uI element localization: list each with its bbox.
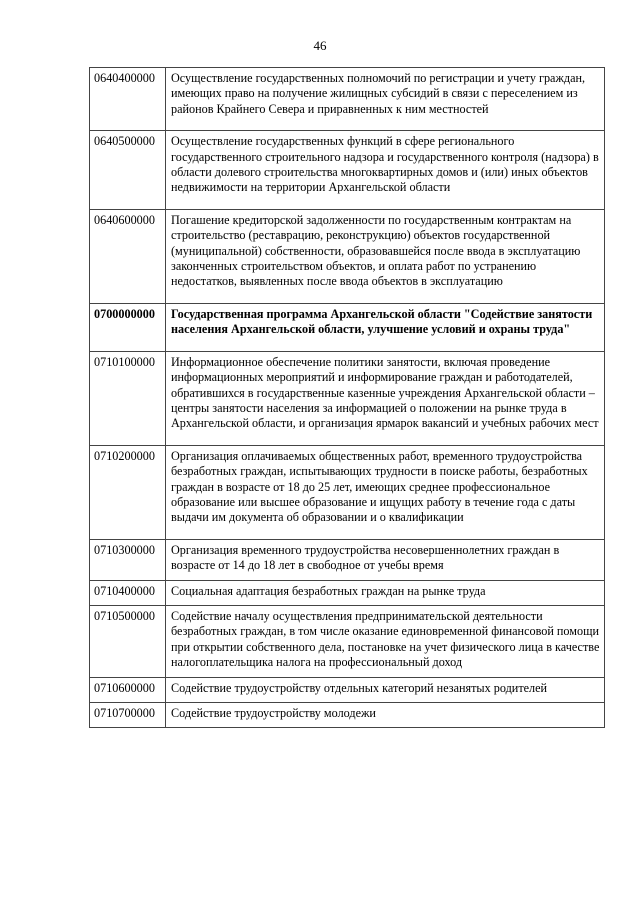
page-number: 46 [313,38,327,53]
row-description: Погашение кредиторской задолженности по государственным контрактам на строительство (реставрацию, реконструкцию) объектов государственной (муниципальной) собственности, образовавшейся после ввода в эксплуатацию законченных строительством объектов, и оплата работ по устранению недостатков, выявленных после ввода объектов в эксплуатацию [166,209,605,303]
row-code: 0640500000 [90,131,166,210]
budget-codes-table-body [90,68,605,728]
row-description: Осуществление государственных функций в сфере регионального государственного строительного надзора и государственного контроля (надзора) в области долевого строительства многоквартирных домов и (или) иных объектов недвижимости на территории Архангельской области [166,131,605,210]
row-description: Социальная адаптация безработных граждан на рынке труда [166,580,605,605]
row-code: 0710300000 [90,539,166,580]
table-row [90,131,605,210]
table-row [90,539,605,580]
row-description: Осуществление государственных полномочий по регистрации и учету граждан, имеющих право на получение жилищных субсидий в связи с переселением из районов Крайнего Севера и приравненных к ним местностей [166,68,605,131]
table-row [90,445,605,539]
row-code: 0640600000 [90,209,166,303]
table-row [90,703,605,728]
row-code: 0710200000 [90,445,166,539]
row-description: Содействие трудоустройству молодежи [166,703,605,728]
row-code: 0640400000 [90,68,166,131]
row-description: Содействие трудоустройству отдельных категорий незанятых родителей [166,677,605,702]
table-row-program-heading [90,303,605,351]
row-description: Содействие началу осуществления предпринимательской деятельности безработных граждан, в том числе оказание единовременной финансовой помощи при открытии собственного дела, постановке на учет физического лица в качестве налогоплательщика налога на профессиональный доход [166,605,605,677]
row-code: 0710100000 [90,351,166,445]
table-row [90,677,605,702]
row-description: Информационное обеспечение политики занятости, включая проведение информационных мероприятий и информирование граждан и работодателей, обратившихся в государственные казенные учреждения Архангельской области – центры занятости населения за информацией о положении на рынке труда в Архангельской области, и организация ярмарок вакансий и учебных рабочих мест [166,351,605,445]
row-code: 0700000000 [90,303,166,351]
table-row [90,68,605,131]
table-row [90,580,605,605]
row-code: 0710400000 [90,580,166,605]
row-code: 0710700000 [90,703,166,728]
table-row [90,209,605,303]
row-code: 0710500000 [90,605,166,677]
row-code: 0710600000 [90,677,166,702]
row-description: Государственная программа Архангельской области "Содействие занятости населения Архангельской области, улучшение условий и охраны труда" [166,303,605,351]
row-description: Организация временного трудоустройства несовершеннолетних граждан в возрасте от 14 до 18 лет в свободное от учебы время [166,539,605,580]
budget-codes-table [89,67,605,728]
table-row [90,351,605,445]
row-description: Организация оплачиваемых общественных работ, временного трудоустройства безработных граждан, испытывающих трудности в поиске работы, безработных граждан в возрасте от 18 до 25 лет, имеющих среднее профессиональное образование или высшее образование и ищущих работу в течение года с даты выдачи им документа об образовании и о квалификации [166,445,605,539]
table-row [90,605,605,677]
